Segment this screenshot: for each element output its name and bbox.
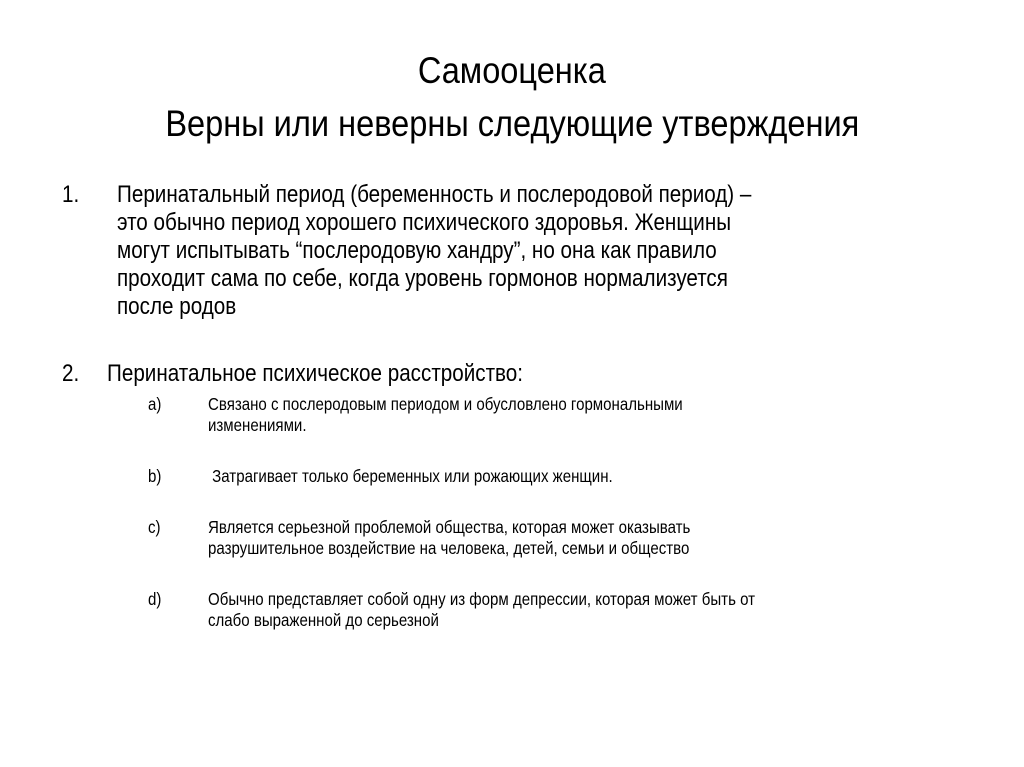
item-text-line: Перинатальное психическое расстройство: bbox=[107, 360, 523, 387]
item-text-line: могут испытывать “послеродовую хандру”, но она как правило bbox=[117, 237, 717, 264]
subitem-text-line: Является серьезной проблемой общества, которая может оказывать bbox=[208, 517, 691, 537]
subitem-text-line: Затрагивает только беременных или рожающих женщин. bbox=[208, 466, 613, 486]
item-number: 2. bbox=[62, 360, 80, 387]
item-text-line: проходит сама по себе, когда уровень гормонов нормализуется bbox=[117, 265, 728, 292]
subitem-letter-a: a) bbox=[148, 394, 162, 414]
item-text-line: после родов bbox=[117, 293, 237, 320]
subitem-text-line: Связано с послеродовым периодом и обусловлено гормональными bbox=[208, 394, 683, 414]
title-line-2: Верны или неверны следующие утверждения bbox=[165, 103, 859, 144]
item-number: 1. bbox=[62, 181, 80, 208]
subitem-text-line: разрушительное воздействие на человека, детей, семьи и общество bbox=[208, 538, 690, 558]
subitem-letter-c: c) bbox=[148, 517, 161, 537]
item-text-line: Перинатальный период (беременность и послеродовой период) – bbox=[117, 181, 752, 208]
subitem-letter-b: b) bbox=[148, 466, 162, 486]
subitem-text-line: слабо выраженной до серьезной bbox=[208, 610, 439, 630]
item-text-line: это обычно период хорошего психического здоровья. Женщины bbox=[117, 209, 732, 236]
subitem-letter-d: d) bbox=[148, 589, 162, 609]
title-line-1: Самооценка bbox=[417, 50, 607, 91]
subitem-text-line: Обычно представляет собой одну из форм депрессии, которая может быть от bbox=[208, 589, 756, 609]
subitem-text-line: изменениями. bbox=[208, 415, 307, 435]
